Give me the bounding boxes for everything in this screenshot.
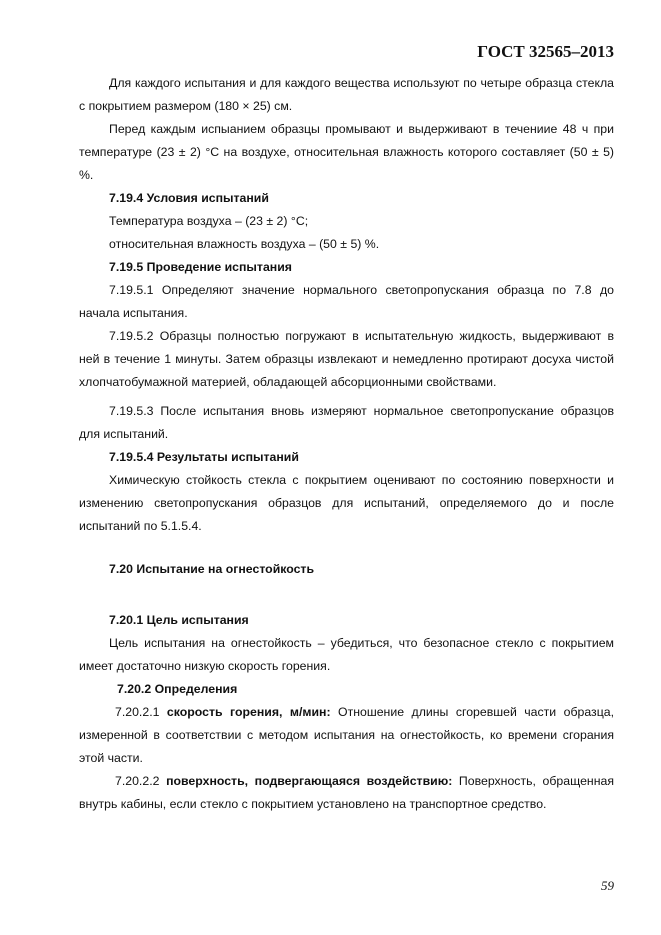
definition-number: 7.20.2.2: [115, 774, 160, 788]
document-id: ГОСТ 32565–2013: [477, 42, 614, 61]
definition-text: Отношение длины сгоревшей части образца, измеренной в соответствии с методом испытания на огнестойкость, ко времени сгорания этой части.: [79, 705, 614, 765]
section-heading: 7.20.2 Определения: [117, 682, 238, 696]
definition-paragraph: [79, 701, 614, 770]
page-body: [79, 72, 614, 816]
paragraph: Химическую стойкость стекла с покрытием оценивают по состоянию поверхности и изменению светопропускания образцов для испытаний, определяемого до и после испытаний по 5.1.5.4.: [79, 473, 614, 533]
definition-term: скорость горения, м/мин:: [166, 705, 331, 719]
section-heading: 7.19.5.4 Результаты испытаний: [109, 450, 299, 464]
definition-paragraph: [79, 770, 614, 816]
paragraph: 7.19.5.1 Определяют значение нормального светопропускания образца по 7.8 до начала испытания.: [79, 283, 614, 320]
section-heading: 7.19.4 Условия испытаний: [109, 191, 269, 205]
definition-term: поверхность, подвергающаяся воздействию:: [166, 774, 453, 788]
paragraph: Температура воздуха – (23 ± 2) °С;: [109, 214, 309, 228]
section-heading: 7.19.5 Проведение испытания: [109, 260, 292, 274]
paragraph: Для каждого испытания и для каждого вещества используют по четыре образца стекла с покрытием размером (180 × 25) см.: [79, 76, 614, 113]
section-heading: 7.20 Испытание на огнестойкость: [109, 562, 315, 576]
paragraph: Цель испытания на огнестойкость – убедиться, что безопасное стекло с покрытием имеет достаточно низкую скорость горения.: [79, 636, 614, 673]
page-number: 59: [601, 878, 614, 893]
definition-number: 7.20.2.1: [115, 705, 160, 719]
paragraph: 7.19.5.3 После испытания вновь измеряют нормальное светопропускание образцов для испытаний.: [79, 404, 614, 441]
paragraph: 7.19.5.2 Образцы полностью погружают в испытательную жидкость, выдерживают в ней в течение 1 минуты. Затем образцы извлекают и немедленно протирают досуха чистой хлопчатобумажной материей, обладающей абсорционными свойствами.: [79, 329, 614, 389]
section-heading: 7.20.1 Цель испытания: [109, 613, 249, 627]
paragraph: относительная влажность воздуха – (50 ± 5) %.: [109, 237, 380, 251]
paragraph: Перед каждым испыанием образцы промывают и выдерживают в течениие 48 ч при температуре (23 ± 2) °С на воздухе, относительная влажность которого составляет (50 ± 5) %.: [79, 122, 614, 182]
definition-text: Поверхность, обращенная внутрь кабины, если стекло с покрытием установлено на транспортное средство.: [79, 774, 614, 811]
